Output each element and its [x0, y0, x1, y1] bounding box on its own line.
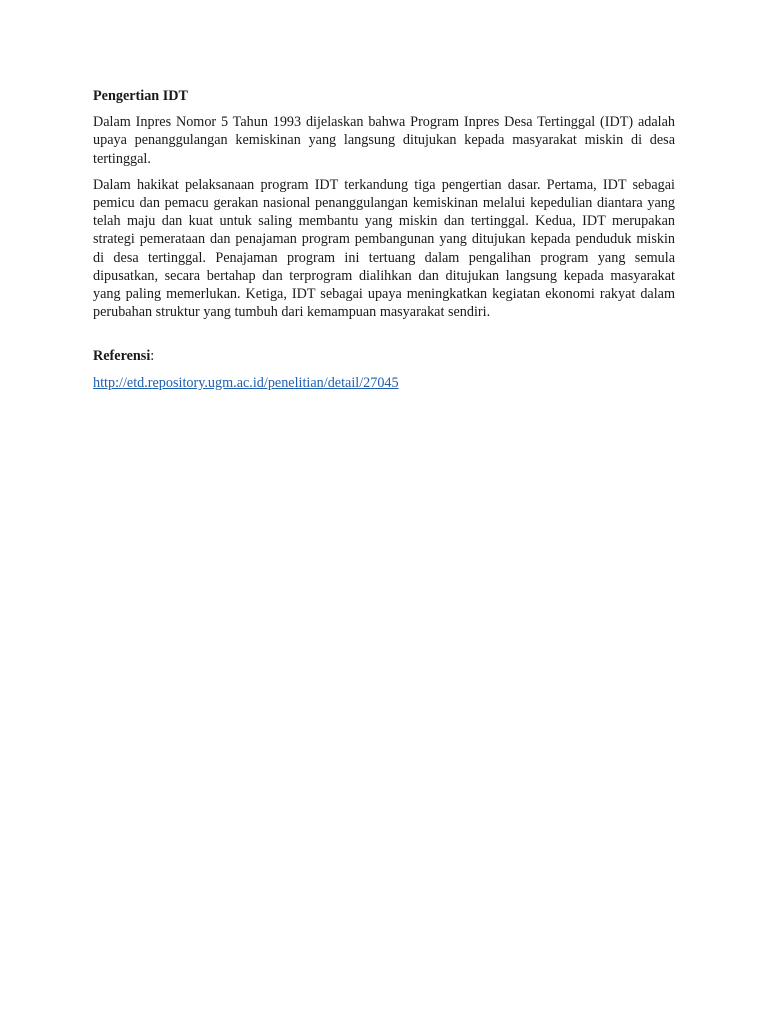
reference-label-text: Referensi — [93, 348, 151, 365]
paragraph-1: Dalam Inpres Nomor 5 Tahun 1993 dijelaskan bahwa Program Inpres Desa Tertinggal (IDT) adalah upaya penanggulangan kemiskinan yang langsung ditujukan kepada masyarakat miskin di desa tertinggal. — [93, 114, 675, 167]
reference-label — [93, 347, 675, 365]
reference-link[interactable]: http://etd.repository.ugm.ac.id/penelitian/detail/27045 — [93, 374, 399, 391]
section-heading: Pengertian IDT — [93, 88, 188, 104]
reference-label-colon: : — [150, 348, 155, 365]
document-page — [93, 87, 675, 400]
paragraph-2: Dalam hakikat pelaksanaan program IDT terkandung tiga pengertian dasar. Pertama, IDT sebagai pemicu dan pemacu gerakan nasional penanggulangan kemiskinan melalui kepedulian diantara yang telah maju dan kuat untuk saling membantu yang miskin dan tertinggal. Kedua, IDT merupakan strategi pemerataan dan penajaman program pembangunan yang ditujukan kepada penduduk miskin di desa tertinggal. Penajaman program ini tertuang dalam pengalihan program yang semula dipusatkan, secara bertahap dan terprogram dialihkan dan ditujukan langsung kepada masyarakat yang paling memerlukan. Ketiga, IDT sebagai upaya meningkatkan kegiatan ekonomi rakyat dalam perubahan struktur yang tumbuh dari kemampuan masyarakat sendiri. — [93, 176, 675, 321]
reference-line — [93, 374, 675, 392]
